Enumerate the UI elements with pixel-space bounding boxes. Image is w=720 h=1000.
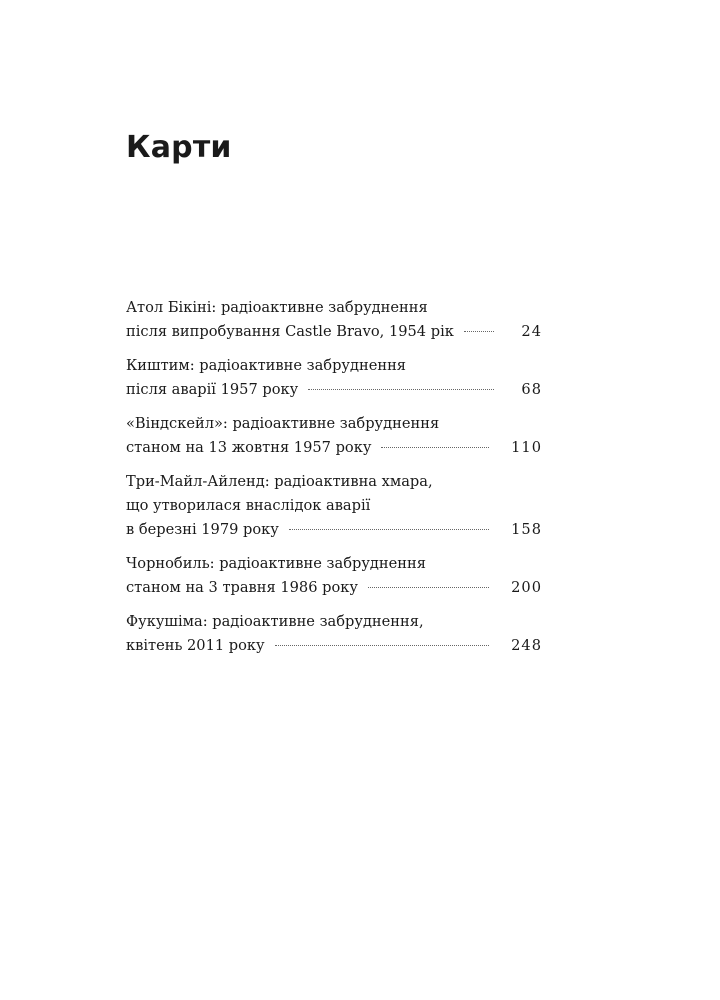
entry-title-line: станом на 13 жовтня 1957 року	[126, 439, 372, 456]
toc-entry[interactable]	[126, 610, 542, 658]
page-title: Карти	[126, 130, 232, 165]
dot-leader	[289, 529, 489, 530]
dot-leader	[275, 645, 490, 646]
toc-entry[interactable]	[126, 412, 542, 460]
dot-leader	[368, 587, 489, 588]
toc-entry[interactable]	[126, 296, 542, 344]
table-of-maps	[126, 296, 542, 668]
page-number: 110	[511, 439, 542, 456]
entry-title-line: Фукушіма: радіоактивне забруднення,	[126, 613, 424, 630]
entry-title-line: квітень 2011 року	[126, 637, 265, 654]
entry-title-line: Киштим: радіоактивне забруднення	[126, 357, 407, 374]
entry-title-line: Три-Майл-Айленд: радіоактивна хмара,	[126, 473, 433, 490]
entry-title-line: Атол Бікіні: радіоактивне забруднення	[126, 299, 428, 316]
toc-entry[interactable]	[126, 354, 542, 402]
entry-title-line: Чорнобиль: радіоактивне забруднення	[126, 555, 426, 572]
page-number: 68	[521, 381, 542, 398]
toc-entry[interactable]	[126, 552, 542, 600]
entry-title-line: після випробування Castle Bravo, 1954 рік	[126, 323, 454, 340]
page-number: 248	[511, 637, 542, 654]
entry-title-line: що утворилася внаслідок аварії	[126, 497, 371, 514]
dot-leader	[308, 389, 494, 390]
page-number: 200	[511, 579, 542, 596]
entry-title-line: станом на 3 травня 1986 року	[126, 579, 358, 596]
dot-leader	[464, 331, 494, 332]
entry-title-line: після аварії 1957 року	[126, 381, 299, 398]
toc-entry[interactable]	[126, 470, 542, 542]
entry-title-line: в березні 1979 року	[126, 521, 279, 538]
entry-title-line: «Віндскейл»: радіоактивне забруднення	[126, 415, 440, 432]
page-number: 24	[521, 323, 542, 340]
dot-leader	[381, 447, 489, 448]
page-number: 158	[511, 521, 542, 538]
